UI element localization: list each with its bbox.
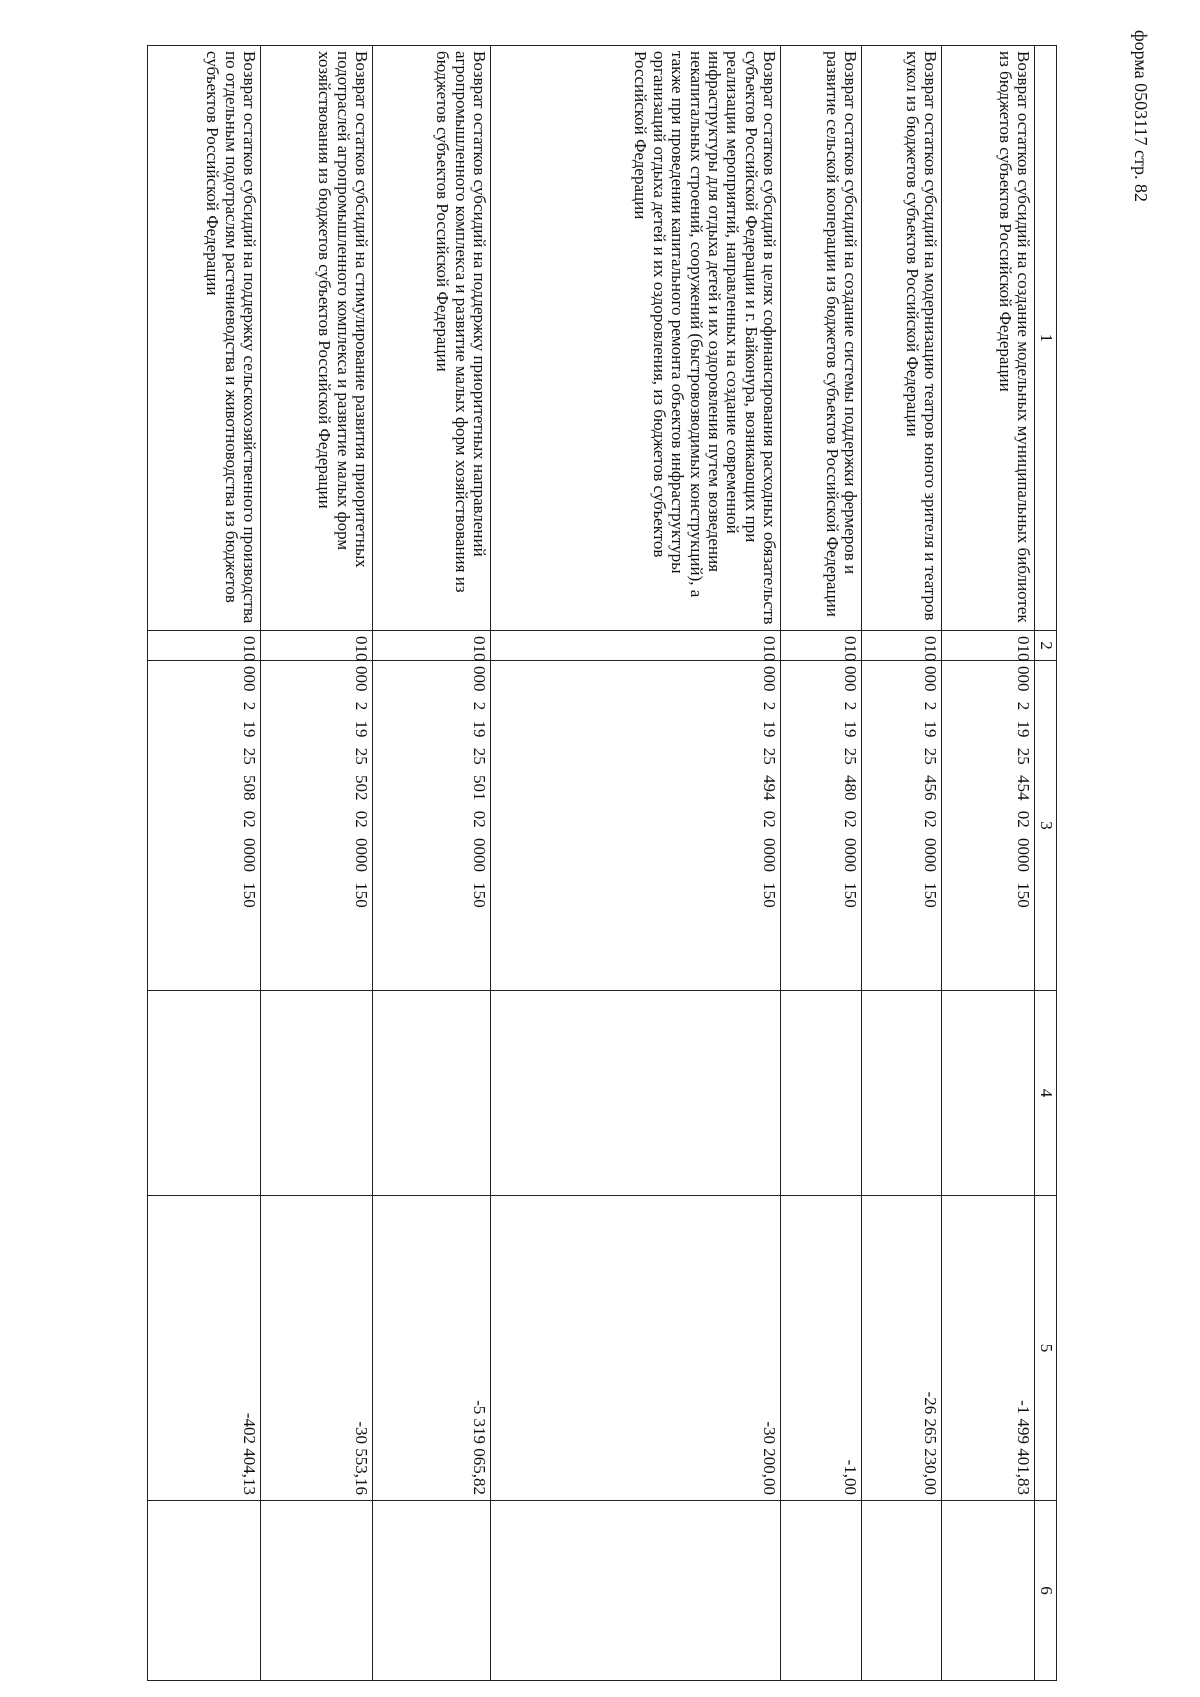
amount-cell: -1,00 — [781, 1196, 862, 1501]
table-row — [942, 46, 1035, 1681]
description-cell: Возврат остатков субсидий на поддержку приоритетных направлений агропромышленного комплекса и развитие малых форм хозяйствования из бюджетов субъектов Российской Федерации — [373, 46, 491, 631]
table-row — [148, 46, 261, 1681]
empty-cell — [491, 991, 781, 1196]
budget-code-cell: 000 2 19 25 454 02 0000 150 — [942, 661, 1035, 991]
budget-code-cell: 000 2 19 25 508 02 0000 150 — [148, 661, 261, 991]
amount-cell: -1 499 401,83 — [942, 1196, 1035, 1501]
line-code-cell: 010 — [862, 631, 942, 661]
amount-cell: -5 319 065,82 — [373, 1196, 491, 1501]
description-cell: Возврат остатков субсидий на стимулирование развития приоритетных подотраслей агропромышленного комплекса и развитие малых форм хозяйствования из бюджетов субъектов Российской Федерации — [261, 46, 373, 631]
amount-cell: -30 553,16 — [261, 1196, 373, 1501]
table-row — [373, 46, 491, 1681]
line-code-cell: 010 — [491, 631, 781, 661]
empty-cell — [942, 991, 1035, 1196]
amount-cell: -30 200,00 — [491, 1196, 781, 1501]
description-cell: Возврат остатков субсидий на создание системы поддержки фермеров и развитие сельской кооперации из бюджетов субъектов Российской Федерации — [781, 46, 862, 631]
header-cell: 3 — [1035, 661, 1057, 991]
empty-cell — [148, 991, 261, 1196]
empty-cell — [261, 1501, 373, 1681]
empty-cell — [148, 1501, 261, 1681]
budget-code-cell: 000 2 19 25 480 02 0000 150 — [781, 661, 862, 991]
budget-code-cell: 000 2 19 25 501 02 0000 150 — [373, 661, 491, 991]
header-cell: 1 — [1035, 46, 1057, 631]
line-code-cell: 010 — [261, 631, 373, 661]
empty-cell — [862, 1501, 942, 1681]
table-row — [261, 46, 373, 1681]
empty-cell — [261, 991, 373, 1196]
budget-code-cell: 000 2 19 25 502 02 0000 150 — [261, 661, 373, 991]
table-row — [781, 46, 862, 1681]
header-cell: 2 — [1035, 631, 1057, 661]
description-cell: Возврат остатков субсидий в целях софинансирования расходных обязательств субъектов Российской Федерации и г. Байконура, возникающих при реализации мероприятий, направленных на создание современной инфраструктуры для отдыха детей и их оздоровления путем возведения некапитальных строений, сооружений (быстровозводимых конструкций), а также при проведении капитального ремонта объектов инфраструктуры организаций отдыха детей и их оздоровления, из бюджетов субъектов Российской Федерации — [491, 46, 781, 631]
header-cell: 6 — [1035, 1501, 1057, 1681]
description-cell: Возврат остатков субсидий на модернизацию театров юного зрителя и театров кукол из бюджетов субъектов Российской Федерации — [862, 46, 942, 631]
table-row — [491, 46, 781, 1681]
form-label: форма 0503117 стр. 82 — [1131, 30, 1151, 203]
empty-cell — [862, 991, 942, 1196]
empty-cell — [373, 991, 491, 1196]
line-code-cell: 010 — [942, 631, 1035, 661]
budget-code-cell: 000 2 19 25 494 02 0000 150 — [491, 661, 781, 991]
amount-cell: -26 265 230,00 — [862, 1196, 942, 1501]
line-code-cell: 010 — [148, 631, 261, 661]
line-code-cell: 010 — [373, 631, 491, 661]
empty-cell — [781, 991, 862, 1196]
description-cell: Возврат остатков субсидий на поддержку сельскохозяйственного производства по отдельным подотраслям растениеводства и животноводства из бюджетов субъектов Российской Федерации — [148, 46, 261, 631]
empty-cell — [942, 1501, 1035, 1681]
header-row — [1035, 46, 1057, 1681]
header-cell: 4 — [1035, 991, 1057, 1196]
empty-cell — [491, 1501, 781, 1681]
report-table — [147, 45, 1057, 1681]
rotated-page — [147, 45, 1057, 1680]
description-cell: Возврат остатков субсидий на создание модельных муниципальных библиотек из бюджетов субъектов Российской Федерации — [942, 46, 1035, 631]
empty-cell — [373, 1501, 491, 1681]
amount-cell: -402 404,13 — [148, 1196, 261, 1501]
line-code-cell: 010 — [781, 631, 862, 661]
table-row — [862, 46, 942, 1681]
empty-cell — [781, 1501, 862, 1681]
header-cell: 5 — [1035, 1196, 1057, 1501]
budget-code-cell: 000 2 19 25 456 02 0000 150 — [862, 661, 942, 991]
